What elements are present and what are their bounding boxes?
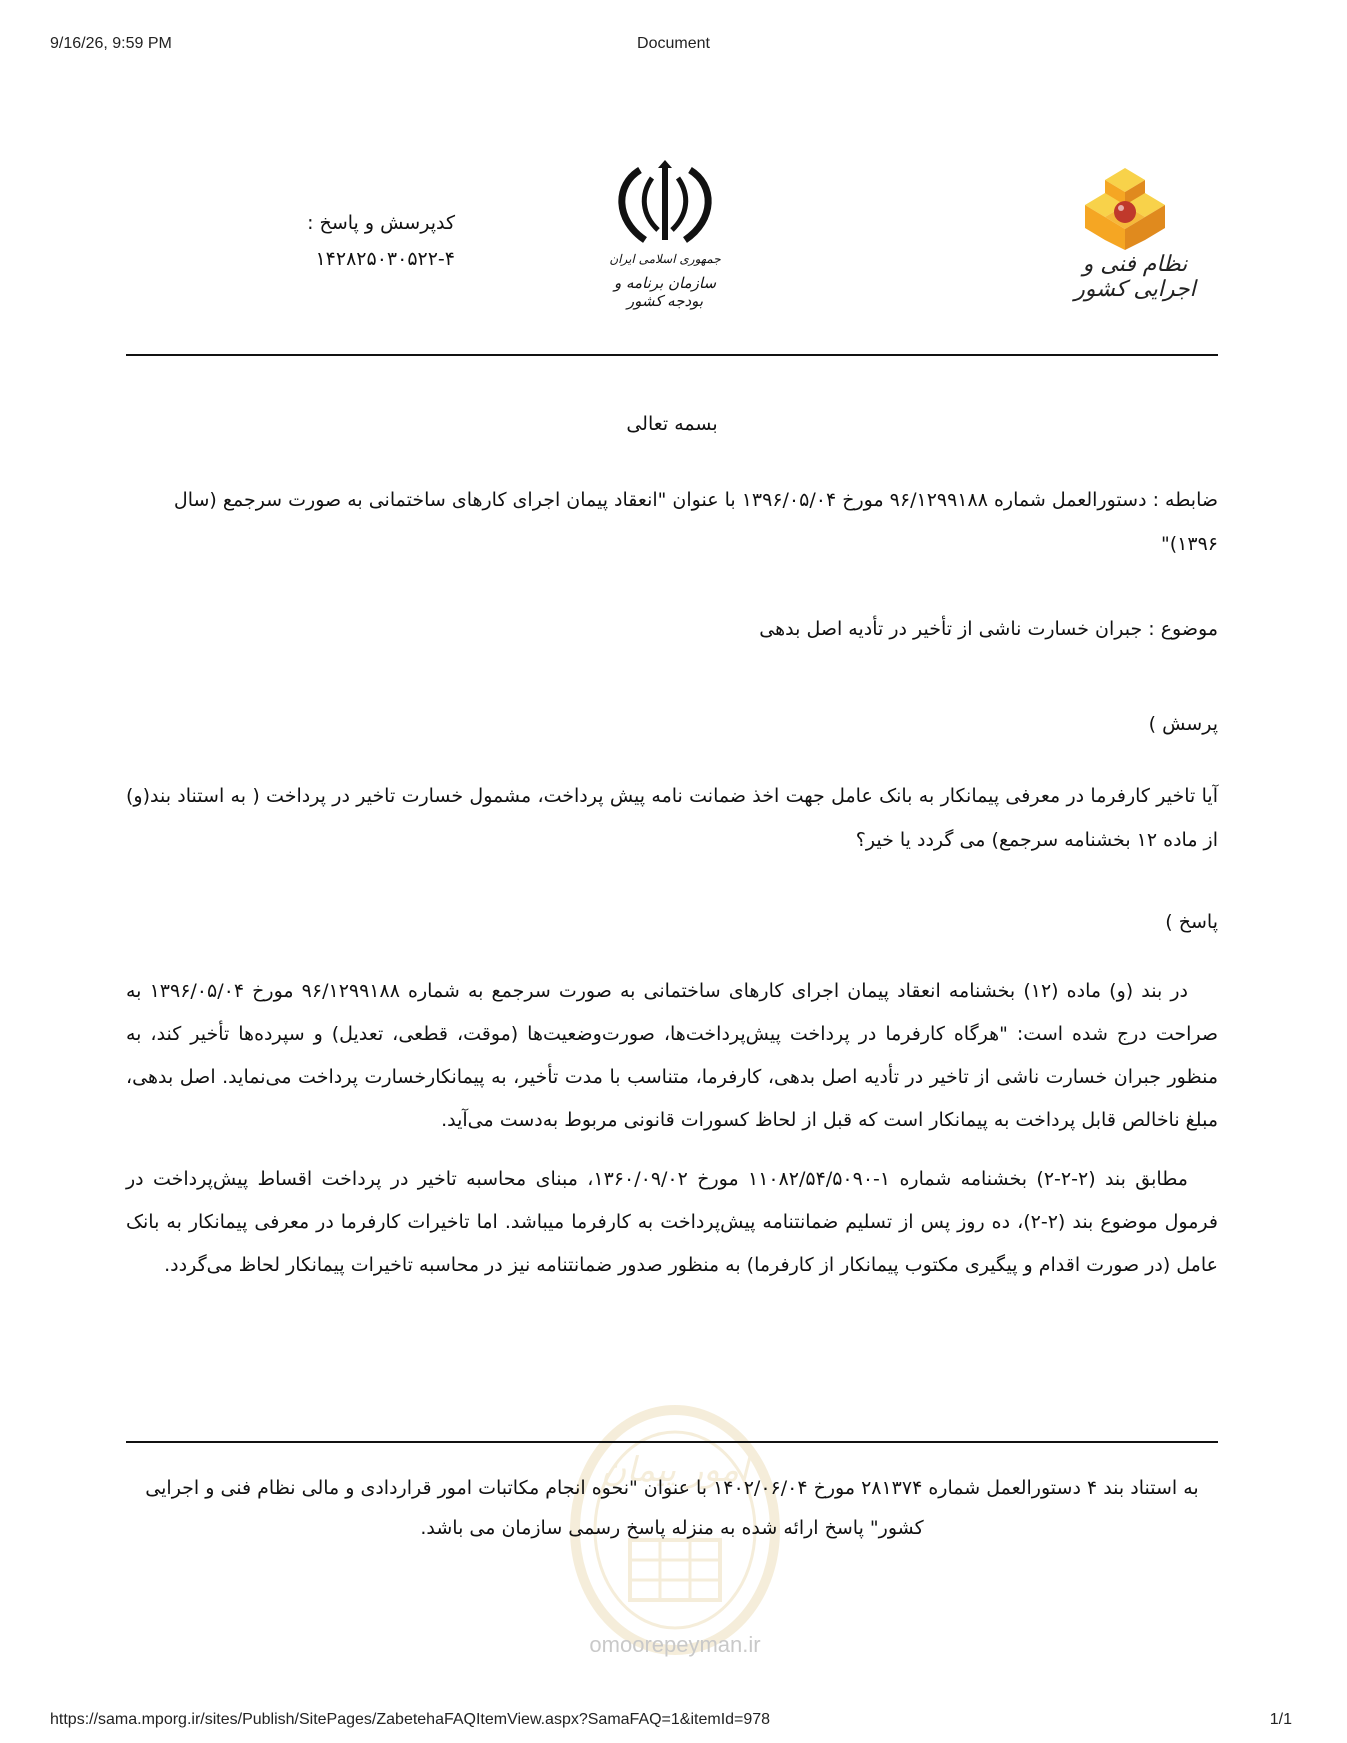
emblem-caption-line2: سازمان برنامه و بودجه کشور xyxy=(613,274,717,310)
iran-emblem xyxy=(600,160,730,310)
question-text: آیا تاخیر کارفرما در معرفی پیمانکار به بانک عامل جهت اخذ ضمانت نامه پیش پرداخت، مشمول خسارت تاخیر در پرداخت ( به استناد بند(و) از ماده ۱۲ بخشنامه سرجمع) می گردد یا خیر؟ xyxy=(126,785,1218,851)
emblem-caption-line1: جمهوری اسلامی ایران xyxy=(609,252,721,266)
legal-footnote: به استناد بند ۴ دستورالعمل شماره ۲۸۱۳۷۴ مورخ ۱۴۰۲/۰۶/۰۴ با عنوان "نحوه انجام مکاتبات امور قراردادی و مالی نظام فنی و اجرایی کشور" پاسخ ارائه شده به منزله پاسخ رسمی سازمان می باشد. xyxy=(145,1477,1199,1539)
print-datetime: 9/16/26, 9:59 PM xyxy=(50,35,172,52)
subject-line: موضوع : جبران خسارت ناشی از تأخیر در تأدیه اصل بدهی xyxy=(759,618,1218,640)
print-header xyxy=(0,35,1347,59)
faq-code-box xyxy=(255,205,455,277)
faq-code-value: ۱۴۲۸۲۵۰۳۰۵۲۲-۴ xyxy=(315,248,455,270)
cube-pyramid-icon xyxy=(1085,168,1165,250)
answer-heading: پاسخ ) xyxy=(1165,911,1218,933)
nezam-fanni-logo-text: نظام فنی و اجرایی کشور xyxy=(1074,252,1196,302)
zabeteh-reference: ضابطه : دستورالعمل شماره ۹۶/۱۲۹۹۱۸۸ مورخ ۱۳۹۶/۰۵/۰۴ با عنوان "انعقاد پیمان اجرای کارهای ساختمانی به صورت سرجمع (سال ۱۳۹۶)" xyxy=(173,489,1218,555)
faq-code-label: کدپرسش و پاسخ : xyxy=(307,212,455,234)
print-url: https://sama.mporg.ir/sites/Publish/SitePages/ZabetehaFAQItemView.aspx?SamaFAQ=1&itemId=978 xyxy=(50,1711,771,1728)
basmala: بسمه تعالی xyxy=(626,413,718,435)
question-heading: پرسش ) xyxy=(1148,713,1218,735)
answer-paragraph-1: در بند (و) ماده (۱۲) بخشنامه انعقاد پیمان اجرای کارهای ساختمانی به صورت سرجمع به شماره ۹۶/۱۲۹۹۱۸۸ مورخ ۱۳۹۶/۰۵/۰۴ به صراحت درج شده است: "هرگاه کارفرما در پرداخت پیش‌پرداخت‌ها، صورت‌وضعیت‌ها (موقت، قطعی، تعدیل) و سپرده‌ها تأخیر کند، به منظور جبران خسارت ناشی از تاخیر در تأدیه اصل بدهی، کارفرما، متناسب با مدت تأخیر، به پیمانکارخسارت پرداخت می‌نماید. اصل بدهی، مبلغ ناخالص قابل پرداخت به پیمانکار است که قبل از لحاظ کسورات قانونی مربوط به‌دست می‌آید. xyxy=(126,980,1218,1131)
nezam-fanni-logo xyxy=(1055,160,1215,310)
watermark-logo-text: امور پیمان xyxy=(601,1450,749,1490)
footer-divider xyxy=(126,1441,1218,1443)
allah-emblem-icon xyxy=(600,160,730,250)
answer-paragraph-2: مطابق بند (۲-۲-۲) بخشنامه شماره ۱-۱۱۰۸۲/۵۴/۵۰۹۰ مورخ ۱۳۶۰/۰۹/۰۲، مبنای محاسبه تاخیر در پرداخت اقساط پیش‌پرداخت در فرمول موضوع بند (۲-۲)، ده روز پس از تسلیم ضمانتنامه پیش‌پرداخت به کارفرما میباشد. اما تاخیرات کارفرما در معرفی پیمانکار به بانک عامل (در صورت اقدام و پیگیری مکتوب پیمانکار از کارفرما) به منظور صدور ضمانتنامه نیز در محاسبه تاخیرات پیمانکار لحاظ می‌گردد. xyxy=(126,1168,1218,1276)
watermark-url: omoorepeyman.ir xyxy=(589,1632,761,1657)
print-footer xyxy=(0,1711,1347,1735)
header-divider xyxy=(126,354,1218,356)
print-document-title: Document xyxy=(637,35,710,52)
print-page-number: 1/1 xyxy=(1269,1711,1292,1728)
